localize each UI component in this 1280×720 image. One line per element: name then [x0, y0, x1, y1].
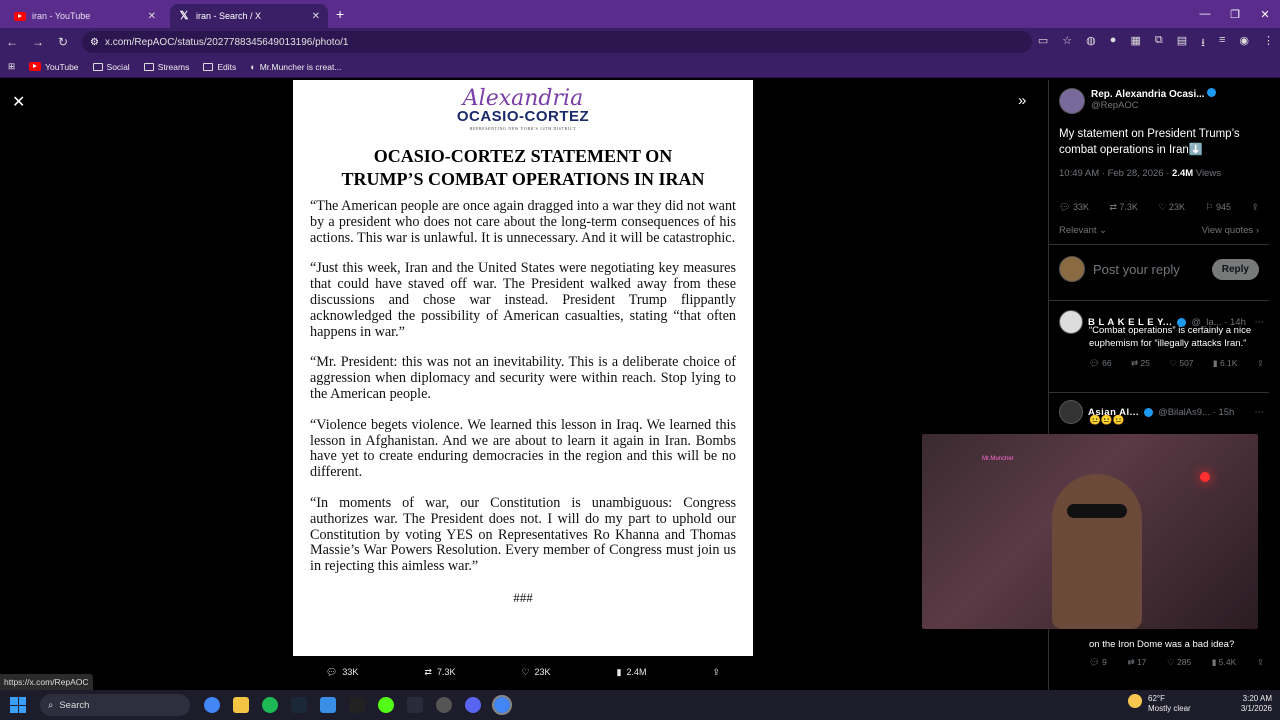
bookmark-label: Mr.Muncher is creat... [259, 61, 342, 72]
chrome-active-icon[interactable] [494, 697, 510, 713]
share-button[interactable] [712, 667, 720, 678]
minimize-icon[interactable]: — [1199, 8, 1211, 20]
views-count: 2.4M [626, 667, 647, 677]
repost-button[interactable] [424, 667, 455, 678]
chrome-icon[interactable] [204, 697, 220, 713]
toolbar-right-icons [1038, 34, 1274, 53]
reply-item[interactable] [1059, 636, 1264, 668]
forward-icon[interactable]: → [32, 35, 44, 49]
weather-icon [1128, 694, 1142, 708]
views-label: Views [1193, 168, 1221, 179]
sidebar-icon[interactable]: ▤ [1176, 35, 1188, 47]
tweet-text: My statement on President Trump’s combat operations in Iran⬇️ [1059, 128, 1240, 156]
streamer-webcam-overlay [922, 434, 1258, 629]
avatar[interactable] [1059, 400, 1083, 424]
repost-icon: ⇄ [424, 666, 432, 677]
reply-text: 😐😐😐 [1089, 415, 1125, 426]
obs-icon[interactable] [436, 697, 452, 713]
headline-line: TRUMP’S COMBAT OPERATIONS IN IRAN [341, 169, 705, 189]
spotify-icon[interactable] [262, 697, 278, 713]
reply-button[interactable] [326, 667, 358, 678]
weather-temp: 62°F [1148, 694, 1165, 703]
cast-icon[interactable]: ▭ [1037, 35, 1049, 47]
reply-text: on the Iron Dome was a bad idea? [1089, 639, 1235, 650]
file-explorer-icon[interactable] [233, 697, 249, 713]
tweet-timestamp[interactable]: 10:49 AM · Feb 28, 2026 · [1059, 168, 1173, 179]
profile-avatar-icon[interactable]: ◉ [1239, 35, 1249, 47]
like-count: 285 [1176, 657, 1192, 667]
statement-paragraph: “The American people are once again dragged into a war they did not want by a president who does not care about the long-term consequences of his actions. This war is unlawful. It is unnecessary. And it will be catastrophic. [310, 198, 736, 246]
extension-icon[interactable]: ▦ [1130, 35, 1141, 47]
tab-youtube[interactable] [6, 4, 164, 28]
reply-input[interactable]: Post your reply [1093, 261, 1180, 277]
site-info-icon[interactable]: ⚙ [90, 36, 99, 48]
extensions-puzzle-icon[interactable]: ⧉ [1154, 34, 1163, 46]
reply-count: 33K [1072, 202, 1089, 212]
red-light [1200, 472, 1210, 482]
more-options-icon[interactable]: ⋯ [1254, 406, 1264, 418]
bookmark-label: YouTube [45, 61, 79, 72]
windows-start-icon[interactable] [10, 697, 26, 713]
bookmark-label: Social [106, 61, 130, 72]
clock-time: 3:20 AM [1242, 694, 1272, 703]
reply-icon: 💬︎ [325, 666, 338, 677]
kick-icon[interactable] [378, 697, 394, 713]
reply-handle: @_la... · 14h [1191, 316, 1246, 328]
extension-icon[interactable]: ◍ [1086, 35, 1096, 47]
download-icon[interactable]: ⭳ [1201, 37, 1205, 49]
reply-count: 33K [342, 667, 359, 677]
reply-author-name[interactable]: Asian Al... [1088, 406, 1140, 418]
close-viewer-icon[interactable]: ✕ [12, 94, 26, 111]
collapse-panel-icon[interactable]: » [1018, 92, 1027, 109]
tab-title: iran - YouTube [32, 11, 91, 21]
search-icon: ⌕ [48, 699, 54, 711]
url-text: x.com/RepAOC/status/2027788345649013196/photo/1 [104, 36, 349, 48]
restore-icon[interactable]: ❐ [1230, 8, 1240, 21]
like-count: 23K [1168, 202, 1185, 212]
bookmark-folder-social[interactable] [93, 62, 130, 72]
x-logo-icon: 𝕏 [179, 10, 189, 22]
reply-item[interactable] [1059, 310, 1264, 369]
sunglasses [1067, 504, 1127, 518]
address-bar[interactable] [82, 31, 1032, 53]
reply-button[interactable]: 💬︎ 66 [1089, 358, 1112, 368]
repost-count: 25 [1140, 358, 1150, 368]
weather-widget[interactable] [1128, 694, 1191, 714]
logo-text: OCASIO-CORTEZ [456, 108, 590, 125]
divider [1049, 244, 1269, 245]
weather-desc: Mostly clear [1148, 704, 1191, 713]
author-name-row [1091, 88, 1216, 100]
analytics-icon: ▮ [616, 666, 622, 677]
tweet-meta [1059, 168, 1221, 179]
statement-paragraph: “Violence begets violence. We learned this lesson in Iraq. We learned this lesson in Afghanistan. And we are about to learn it again in Iran. Bombs have yet to create enduring democracies in the region and this will be no different. [310, 416, 736, 481]
bookmark-label: Streams [157, 61, 190, 72]
repost-button[interactable]: ⇄ 7.3K [1109, 202, 1138, 212]
like-button[interactable]: ♡ 285 [1167, 657, 1192, 667]
tweet-views-count: 2.4M [1172, 168, 1194, 179]
system-clock[interactable] [1232, 694, 1272, 714]
author-handle: @RepAOC [1091, 100, 1139, 111]
divider [1049, 300, 1269, 301]
search-label: Search [59, 699, 90, 711]
view-quotes-link[interactable]: View quotes › [1201, 225, 1259, 236]
views-button[interactable]: ▮ 5.4K [1211, 657, 1237, 667]
capcut-icon[interactable] [349, 697, 365, 713]
statement-paragraph: “In moments of war, our Constitution is unambiguous: Congress authorizes war. The President does not. I will do my part to uphold our Constitution by voting YES on Representatives Ro Khanna and Thomas Massie’s War Powers Resolution. Every member of Congress must join us in rejecting this aimless war.” [310, 494, 736, 575]
close-window-icon[interactable]: ✕ [1260, 8, 1270, 21]
reply-button[interactable]: 💬︎ 9 [1089, 657, 1107, 667]
share-icon[interactable]: ⇪ [1251, 202, 1259, 212]
reply-handle: @BilalAs9... · 15h [1158, 406, 1235, 418]
menu-icon[interactable]: ⋮ [1263, 35, 1274, 47]
bookmark-label: Edits [217, 61, 237, 72]
taskbar-search[interactable] [40, 694, 190, 716]
avatar[interactable] [1059, 310, 1083, 334]
tweet-actions [1059, 202, 1259, 213]
patreon-icon: ◐ [250, 61, 256, 72]
youtube-icon [14, 12, 26, 21]
bookmarks-bar [0, 56, 1280, 78]
statement-paragraph: “Just this week, Iran and the United States were negotiating key measures that could have staved off war. The President walked away from these discussions and chose war instead. President Trump flippantly acknowledged the possibility of American casualties, stating “that often happens in war.” [310, 260, 736, 340]
share-icon[interactable]: ⇪ [1256, 358, 1264, 368]
app-icon[interactable] [407, 697, 423, 713]
steam-icon[interactable] [291, 697, 307, 713]
avatar[interactable] [1059, 88, 1085, 114]
bookmark-count: 945 [1215, 202, 1231, 212]
sort-dropdown[interactable]: Relevant ⌄ [1059, 225, 1108, 236]
status-bar-url: https://x.com/RepAOC [0, 674, 93, 690]
reply-item[interactable] [1059, 400, 1264, 427]
reply-actions [1089, 358, 1264, 369]
more-options-icon[interactable]: ⋯ [1254, 316, 1264, 328]
share-icon: ⇪ [712, 666, 720, 677]
heart-icon: ♡ [521, 666, 530, 677]
discord-icon[interactable] [465, 697, 481, 713]
statement-headline [310, 145, 736, 191]
folder-icon [93, 63, 103, 71]
youtube-icon [29, 62, 41, 71]
clock-date: 3/1/2026 [1240, 704, 1272, 713]
bookmark-star-icon[interactable]: ☆ [1062, 35, 1073, 47]
notepad-icon[interactable] [320, 697, 336, 713]
like-button[interactable]: ♡ 23K [1158, 202, 1185, 212]
like-button[interactable] [521, 667, 550, 678]
reply-count: 66 [1102, 358, 1112, 368]
repost-count: 7.3K [436, 667, 456, 677]
reply-count: 9 [1102, 657, 1107, 667]
reply-composer [1059, 256, 1259, 282]
reply-author-name[interactable]: B L A K E L E Y... [1088, 316, 1173, 328]
repost-button[interactable]: ⇄ 25 [1131, 358, 1150, 368]
bookmark-folder-edits[interactable] [203, 62, 236, 72]
media-icon[interactable]: ≡ [1218, 34, 1226, 46]
like-button[interactable]: ♡ 507 [1169, 358, 1194, 368]
tweet-author[interactable] [1059, 88, 1216, 114]
close-tab-icon[interactable]: ✕ [147, 10, 156, 22]
media-action-bar [293, 660, 753, 684]
new-tab-button[interactable]: + [336, 6, 345, 22]
windows-taskbar [0, 690, 1280, 720]
views-button[interactable] [617, 667, 647, 678]
folder-icon [203, 63, 213, 71]
bookmark-patreon[interactable] [250, 62, 341, 72]
reply-actions [1089, 657, 1264, 668]
like-count: 23K [534, 667, 551, 677]
bookmark-youtube[interactable] [29, 62, 78, 72]
tab-title: iran - Search / X [196, 11, 262, 21]
reply-submit-button[interactable]: Reply [1212, 259, 1259, 280]
folder-icon [144, 63, 154, 71]
views-count: 5.4K [1218, 657, 1237, 667]
bookmark-button[interactable]: ⚐ 945 [1205, 202, 1231, 212]
back-icon[interactable]: ← [6, 35, 18, 49]
district-line: REPRESENTING NEW YORK'S 14TH DISTRICT [469, 126, 577, 131]
reply-text: “Combat operations” is certainly a nice euphemism for “illegally attacks Iran.” [1089, 325, 1252, 349]
statement-image [293, 80, 753, 656]
reload-icon[interactable]: ↻ [58, 35, 69, 49]
headline-line: OCASIO-CORTEZ STATEMENT ON [373, 146, 673, 166]
share-icon[interactable]: ⇪ [1256, 657, 1264, 667]
photo-viewer [0, 80, 1280, 690]
like-count: 507 [1179, 358, 1194, 368]
reply-sort-row [1059, 225, 1259, 236]
sort-label: Relevant [1059, 225, 1097, 236]
window-controls [1190, 0, 1280, 28]
tab-strip [0, 0, 1280, 28]
author-name: Rep. Alexandria Ocasi... [1091, 89, 1205, 100]
neon-sign: Mr.Muncher [982, 456, 1014, 462]
repost-count: 17 [1136, 657, 1147, 667]
views-count: 6.1K [1219, 358, 1238, 368]
avatar [1059, 256, 1085, 282]
reply-button[interactable]: 💬︎ 33K [1059, 202, 1089, 212]
views-button[interactable]: ▮ 6.1K [1212, 358, 1238, 368]
view-quotes-label: View quotes [1201, 225, 1254, 236]
verified-badge-icon [1144, 408, 1153, 417]
repost-button[interactable]: ⇄ 17 [1127, 657, 1147, 667]
repost-count: 7.3K [1119, 202, 1138, 212]
apps-grid-icon[interactable]: ⊞ [8, 61, 16, 71]
tab-x-search[interactable] [170, 4, 328, 28]
end-mark: ### [513, 589, 533, 605]
statement-paragraph: “Mr. President: this was not an inevitability. This is a deliberate choice of aggression when diplomacy and security were within reach. Stop lying to the American people. [310, 354, 736, 402]
bookmark-folder-streams[interactable] [144, 62, 190, 72]
browser-toolbar [0, 28, 1280, 56]
signature: Alexandria [462, 86, 584, 111]
close-tab-icon[interactable]: ✕ [311, 10, 320, 22]
pinned-apps [204, 697, 510, 713]
extension-icon[interactable]: ● [1109, 34, 1117, 46]
verified-badge-icon [1207, 88, 1216, 97]
streamer [1052, 474, 1142, 629]
divider [1049, 392, 1269, 393]
